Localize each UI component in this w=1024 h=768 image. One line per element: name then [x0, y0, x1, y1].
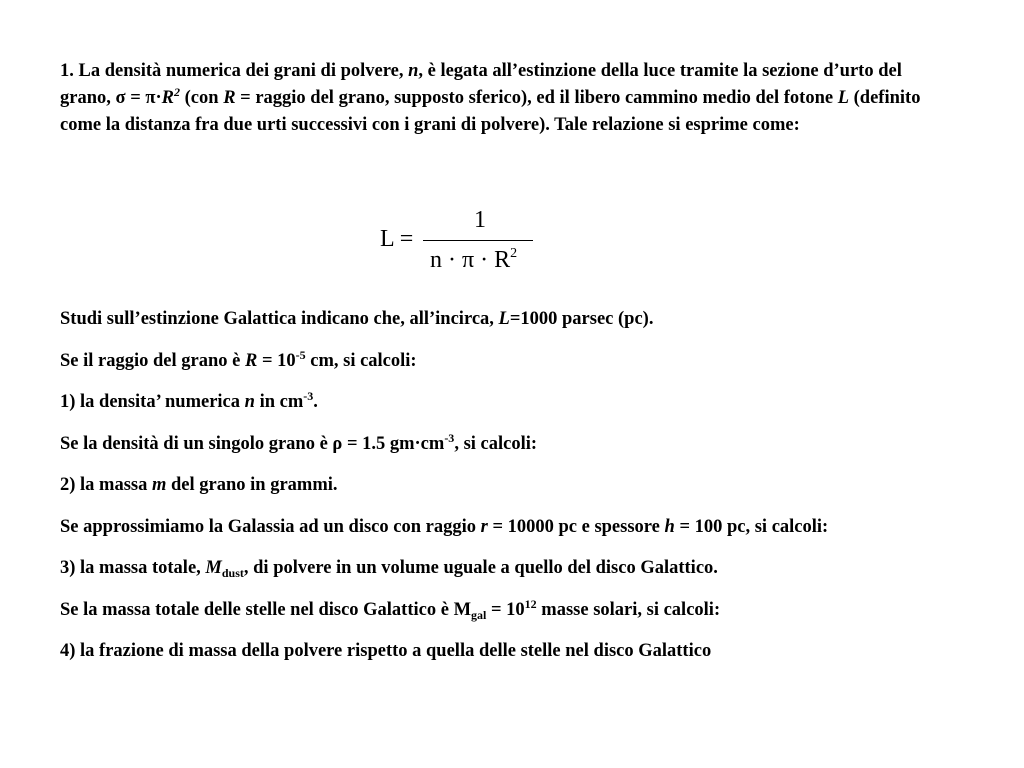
line-question-3	[60, 555, 955, 582]
subscript-gal: gal	[471, 607, 487, 622]
line-text: , di polvere in un volume uguale a quello del disco Galattico.	[243, 558, 718, 578]
line-text: = 10	[257, 350, 296, 371]
sigma-expression: σ = π·	[115, 88, 162, 108]
line-grain-density	[60, 431, 955, 458]
line-text: 1) la densita’ numerica	[60, 392, 245, 412]
exponent: 12	[524, 596, 537, 611]
line-extinction	[60, 306, 955, 333]
formula-numerator: 1	[474, 207, 486, 233]
problem-lines	[60, 306, 955, 680]
denominator-exponent: 2	[510, 246, 518, 261]
exponent: -3	[444, 430, 455, 445]
exponent: -3	[303, 389, 314, 403]
line-text: masse solari, si calcoli:	[536, 599, 721, 620]
formula-free-path	[378, 205, 548, 285]
denominator-text: n · π · R	[430, 247, 511, 273]
intro-text: (definito come la distanza fra due urti successivi con i grani di polvere). Tale relazione si esprime come:	[60, 88, 921, 135]
line-question-4	[60, 638, 955, 665]
line-text: 2) la massa	[60, 475, 152, 495]
fraction-bar	[423, 240, 533, 241]
line-question-1	[60, 389, 955, 416]
line-text: Se la massa totale delle stelle nel disco Galattico è M	[60, 599, 472, 620]
line-text: 3) la massa totale,	[60, 558, 206, 578]
var-n: n	[408, 61, 419, 81]
var-R: R	[244, 350, 258, 371]
subscript-dust: dust	[221, 566, 244, 580]
formula-denominator	[430, 247, 517, 274]
intro-text: = raggio del grano, supposto sferico), ed il libero cammino medio del fotone	[235, 88, 838, 108]
line-star-mass	[60, 597, 955, 624]
line-text: cm, si calcoli:	[305, 350, 417, 371]
line-text: = 10000 pc e spessore	[487, 516, 665, 537]
var-n: n	[244, 392, 255, 412]
intro-paragraph	[60, 58, 955, 139]
line-question-2	[60, 472, 955, 499]
line-galaxy-disk	[60, 514, 955, 541]
line-text: = 10	[486, 599, 525, 620]
line-text: =1000 parsec (pc).	[509, 309, 654, 329]
line-text: = 100 pc, si calcoli:	[674, 516, 829, 537]
line-grain-radius	[60, 348, 955, 375]
formula-lhs: L =	[380, 226, 414, 252]
var-L: L	[837, 88, 850, 108]
line-text: Se il raggio del grano è	[60, 350, 245, 371]
line-text: in cm	[254, 392, 304, 412]
var-L: L	[498, 309, 510, 329]
exponent: -5	[295, 347, 306, 362]
intro-text: , è legata all’estinzione della luce tramite la sezione d’urto del grano,	[60, 61, 902, 108]
exponent: 2	[174, 85, 181, 99]
line-text: , si calcoli:	[454, 433, 538, 454]
var-R: R	[161, 88, 175, 108]
line-text: del grano in grammi.	[166, 475, 338, 495]
var-M: M	[205, 558, 222, 578]
intro-text: (con	[180, 88, 224, 108]
var-m: m	[152, 475, 167, 495]
line-text: 4) la frazione di massa della polvere rispetto a quella delle stelle nel disco Galattico	[60, 641, 712, 661]
var-h: h	[664, 516, 675, 537]
line-text: .	[313, 392, 318, 412]
line-text: Se la densità di un singolo grano è ρ = 1.5 gm·cm	[60, 433, 445, 454]
line-text: Studi sull’estinzione Galattica indicano che, all’incirca,	[60, 309, 499, 329]
line-text: Se approssimiamo la Galassia ad un disco con raggio	[60, 516, 481, 537]
var-r: r	[480, 516, 488, 537]
var-R: R	[223, 88, 236, 108]
intro-text: 1. La densità numerica dei grani di polvere,	[60, 61, 409, 81]
